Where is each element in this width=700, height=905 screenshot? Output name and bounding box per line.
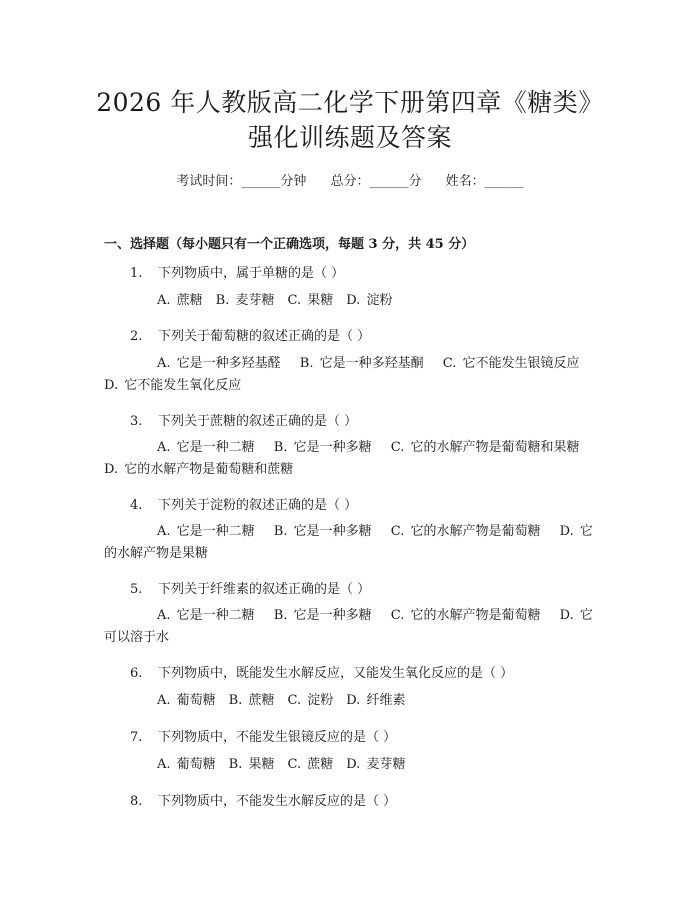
page-subtitle: 强化训练题及答案 bbox=[247, 123, 452, 152]
exam-meta bbox=[0, 170, 700, 189]
question-2: 2. 下列关于葡萄糖的叙述正确的是（ ） bbox=[130, 329, 371, 344]
question-3-options: A. 它是一种二糖 B. 它是一种多糖 C. 它的水解产物是葡萄糖和果糖 D. 它的水解产物是葡萄糖和蔗糖 bbox=[104, 440, 593, 477]
question-6-options: A. 葡萄糖 B. 蔗糖 C. 淀粉 D. 纤维素 bbox=[157, 693, 406, 708]
question-5-options: A. 它是一种二糖 B. 它是一种多糖 C. 它的水解产物是葡萄糖 D. 它可以溶于水 bbox=[104, 608, 593, 645]
question-7-options: A. 葡萄糖 B. 果糖 C. 蔗糖 D. 麦芽糖 bbox=[157, 757, 406, 772]
question-2-options: A. 它是一种多羟基醛 B. 它是一种多羟基酮 C. 它不能发生银镜反应 D. 它不能发生氧化反应 bbox=[104, 356, 593, 393]
page-title: 2026 年人教版高二化学下册第四章《糖类》 bbox=[96, 88, 604, 117]
question-8: 8. 下列物质中，不能发生水解反应的是（ ） bbox=[130, 794, 397, 809]
question-1: 1. 下列物质中，属于单糖的是（ ） bbox=[130, 266, 345, 281]
question-4: 4. 下列关于淀粉的叙述正确的是（ ） bbox=[130, 498, 358, 513]
question-4-options: A. 它是一种二糖 B. 它是一种多糖 C. 它的水解产物是葡萄糖 D. 它的水解产物是果糖 bbox=[104, 524, 593, 561]
exam-name: 姓名：______ bbox=[445, 174, 524, 189]
exam-score: 总分：______分 bbox=[330, 174, 422, 189]
question-3: 3. 下列关于蔗糖的叙述正确的是（ ） bbox=[130, 414, 358, 429]
question-7: 7. 下列物质中，不能发生银镜反应的是（ ） bbox=[130, 730, 397, 745]
question-5: 5. 下列关于纤维素的叙述正确的是（ ） bbox=[130, 582, 371, 597]
section-heading: 一、选择题（每小题只有一个正确选项，每题 3 分，共 45 分） bbox=[104, 237, 475, 252]
question-1-options: A. 蔗糖 B. 麦芽糖 C. 果糖 D. 淀粉 bbox=[157, 293, 393, 308]
exam-time: 考试时间：______分钟 bbox=[176, 174, 307, 189]
question-6: 6. 下列物质中，既能发生水解反应，又能发生氧化反应的是（ ） bbox=[130, 666, 514, 681]
